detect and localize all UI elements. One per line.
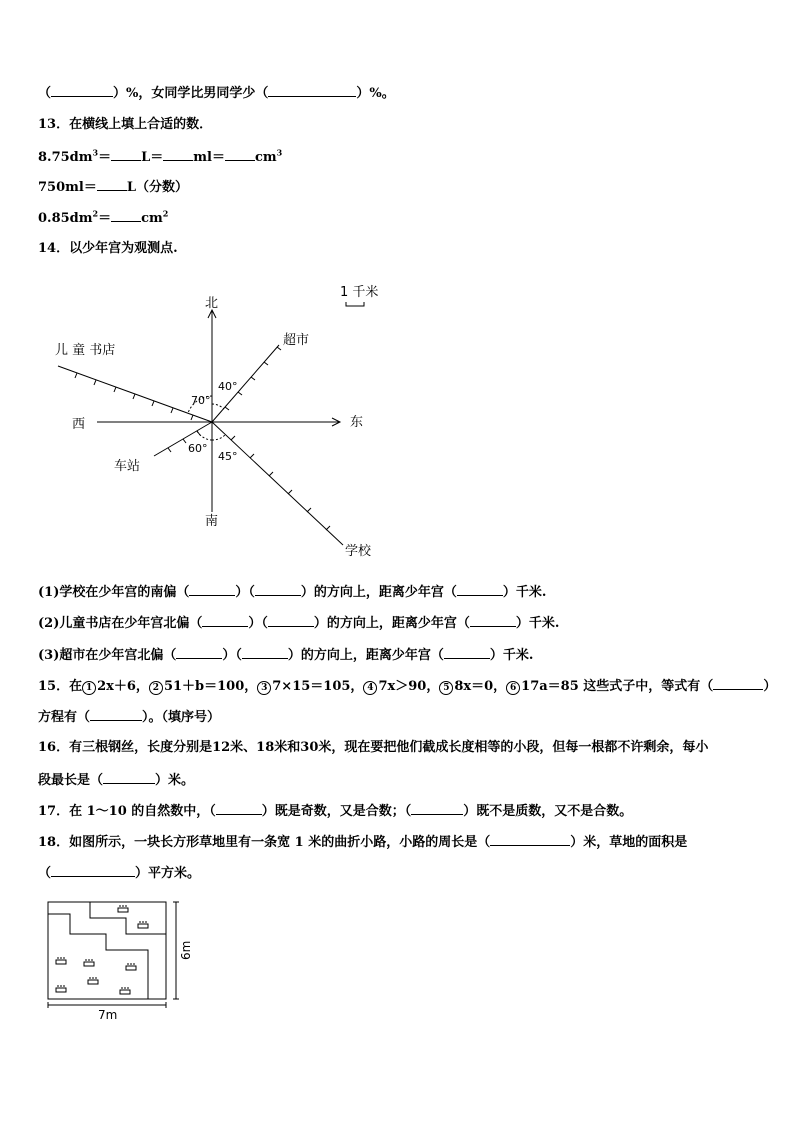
blank[interactable] xyxy=(490,832,570,846)
q14-s1: (1)学校在少年宫的南偏（ ）（ ）的方向上，距离少年宫（ ）千米. xyxy=(38,582,546,602)
q12-tail: （ ）%，女同学比男同学少（ ）%。 xyxy=(38,83,395,103)
blank[interactable] xyxy=(457,582,503,596)
scale-label: 1 千米 xyxy=(340,285,379,300)
scale-bar xyxy=(346,302,364,306)
path-edge-lower xyxy=(90,902,166,934)
blank[interactable] xyxy=(103,770,155,784)
arc-60 xyxy=(197,431,212,440)
blank[interactable] xyxy=(202,613,248,627)
q14-title: 14．以少年宫为观测点. xyxy=(38,241,178,256)
north-label: 北 xyxy=(205,296,219,311)
angle-70-label: 70° xyxy=(191,394,211,407)
station-label: 车站 xyxy=(114,459,141,474)
blank[interactable] xyxy=(268,613,314,627)
ticks-bookstore xyxy=(75,373,193,420)
q16-line2: 段最长是（ ）米。 xyxy=(38,770,194,790)
blank[interactable] xyxy=(411,801,463,815)
lawn-diagram xyxy=(38,892,198,1022)
blank[interactable] xyxy=(470,613,516,627)
q17: 17．在 1～10 的自然数中，（ ）既是奇数，又是合数；（ ）既不是质数，又不是合数。 xyxy=(38,801,632,821)
blank[interactable] xyxy=(713,676,763,690)
q18-line1: 18．如图所示，一块长方形草地里有一条宽 1 米的曲折小路，小路的周长是（ ）米，草地的面积是 xyxy=(38,832,687,852)
arc-40 xyxy=(212,404,224,409)
blank[interactable] xyxy=(51,863,135,877)
west-label: 西 xyxy=(72,417,86,432)
angle-45-label: 45° xyxy=(218,450,238,463)
q15-line1: 15．在 1 2x＋6， 2 51＋b＝100， 3 7×15＝105， 4 7x＞90， 5 8x＝0， 6 17a＝85 这些式子中，等式有（ ） xyxy=(38,676,776,696)
ticks-supermarket xyxy=(225,347,281,410)
bookstore-label: 儿 童 书店 xyxy=(55,343,116,358)
q13-row2: 750ml＝ L（分数） xyxy=(38,177,188,197)
east-label: 东 xyxy=(350,415,364,430)
q16-line1: 16．有三根钢丝，长度分别是12米、18米和30米，现在要把他们截成长度相等的小段，但每一根都不许剩余，每小 xyxy=(38,740,709,755)
angle-60-label: 60° xyxy=(188,442,208,455)
arc-45 xyxy=(212,435,225,440)
school-label: 学校 xyxy=(345,544,372,559)
q15-items: 1 2x＋6， 2 51＋b＝100， 3 7×15＝105， 4 7x＞90， 5 8x＝0， 6 17a＝85 xyxy=(82,679,579,694)
ticks-school xyxy=(231,436,330,530)
q15-line2: 方程有（ ）。（填序号） xyxy=(38,707,220,727)
angle-40-label: 40° xyxy=(218,380,238,393)
school-ray xyxy=(212,422,343,545)
blank[interactable] xyxy=(176,645,222,659)
q14-s3: (3)超市在少年宫北偏（ ）（ ）的方向上，距离少年宫（ ）千米. xyxy=(38,645,533,665)
blank[interactable] xyxy=(255,582,301,596)
q18-line2: （ ）平方米。 xyxy=(38,863,200,883)
width-label: 7m xyxy=(98,1008,118,1022)
q13-title: 13．在横线上填上合适的数． xyxy=(38,117,213,132)
height-label: 6m xyxy=(179,940,193,960)
q13-row3: $0.85dm^2= cm^2$ xyxy=(38,208,169,226)
q14-s2: (2)儿童书店在少年宫北偏（ ）（ ）的方向上，距离少年宫（ ）千米. xyxy=(38,613,559,633)
blank[interactable] xyxy=(242,645,288,659)
blank[interactable] xyxy=(444,645,490,659)
blank[interactable] xyxy=(216,801,262,815)
supermarket-label: 超市 xyxy=(283,333,310,348)
blank[interactable] xyxy=(90,707,142,721)
path-edge-upper xyxy=(48,914,148,999)
south-label: 南 xyxy=(205,514,219,529)
q13-row1: $8.75dm^3= L= ml= cm^3$ xyxy=(38,147,283,165)
blank[interactable] xyxy=(189,582,235,596)
